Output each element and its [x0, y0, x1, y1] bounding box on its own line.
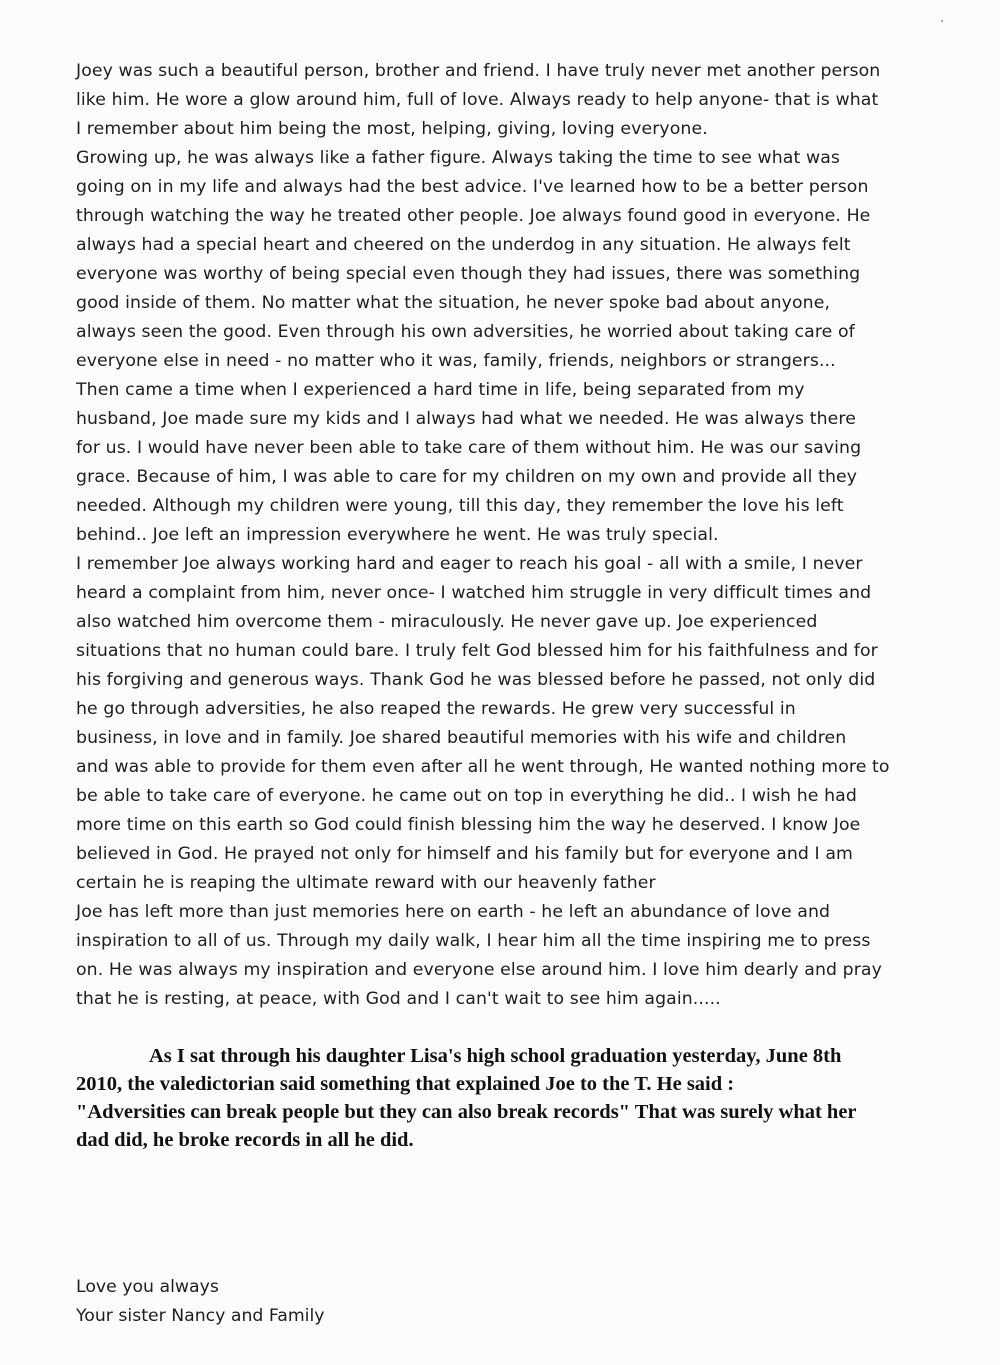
- body-line: and was able to provide for them even after all he went through, He wanted nothing more to: [76, 757, 890, 777]
- body-line: certain he is reaping the ultimate reward with our heavenly father: [76, 873, 656, 893]
- body-line: Joe has left more than just memories here on earth - he left an abundance of love and: [76, 902, 831, 922]
- body-line: husband, Joe made sure my kids and I always had what we needed. He was always there: [76, 409, 856, 429]
- body-line: heard a complaint from him, never once- I watched him struggle in very difficult times and: [76, 583, 872, 603]
- signature-line: Your sister Nancy and Family: [76, 1306, 325, 1326]
- body-line: Joey was such a beautiful person, brother and friend. I have truly never met another person: [76, 61, 881, 81]
- body-line: more time on this earth so God could finish blessing him the way he deserved. I know Joe: [76, 815, 861, 835]
- graduation-line: dad did, he broke records in all he did.: [76, 1129, 414, 1151]
- body-line: also watched him overcome them - miraculously. He never gave up. Joe experienced: [76, 612, 818, 632]
- body-line: his forgiving and generous ways. Thank God he was blessed before he passed, not only did: [76, 670, 876, 690]
- body-line: Growing up, he was always like a father figure. Always taking the time to see what was: [76, 148, 840, 168]
- body-line: everyone else in need - no matter who it was, family, friends, neighbors or strangers...: [76, 351, 836, 371]
- body-line: he go through adversities, he also reaped the rewards. He grew very successful in: [76, 699, 796, 719]
- body-line: like him. He wore a glow around him, full of love. Always ready to help anyone- that is what: [76, 90, 879, 110]
- body-line: needed. Although my children were young, till this day, they remember the love his left: [76, 496, 844, 516]
- body-line: that he is resting, at peace, with God and I can't wait to see him again.....: [76, 989, 721, 1009]
- letter-closing: [76, 1273, 325, 1331]
- body-line: good inside of them. No matter what the situation, he never spoke bad about anyone,: [76, 293, 831, 313]
- letter-body: [76, 57, 956, 1014]
- body-line: I remember about him being the most, helping, giving, loving everyone.: [76, 119, 708, 139]
- graduation-line: As I sat through his daughter Lisa's high school graduation yesterday, June 8th: [149, 1045, 842, 1067]
- closing-line: Love you always: [76, 1277, 219, 1297]
- body-line: behind.. Joe left an impression everywhere he went. He was truly special.: [76, 525, 719, 545]
- body-line: always seen the good. Even through his own adversities, he worried about taking care of: [76, 322, 855, 342]
- body-line: situations that no human could bare. I truly felt God blessed him for his faithfulness and for: [76, 641, 878, 661]
- body-line: always had a special heart and cheered on the underdog in any situation. He always felt: [76, 235, 851, 255]
- body-line: be able to take care of everyone. he came out on top in everything he did.. I wish he had: [76, 786, 857, 806]
- body-line: Then came a time when I experienced a hard time in life, being separated from my: [76, 380, 805, 400]
- graduation-paragraph: [76, 1042, 956, 1154]
- graduation-line: 2010, the valedictorian said something that explained Joe to the T. He said :: [76, 1073, 735, 1095]
- graduation-line: "Adversities can break people but they can also break records" That was surely what her: [76, 1101, 857, 1123]
- body-line: inspiration to all of us. Through my daily walk, I hear him all the time inspiring me to press: [76, 931, 871, 951]
- body-line: through watching the way he treated other people. Joe always found good in everyone. He: [76, 206, 871, 226]
- body-line: I remember Joe always working hard and eager to reach his goal - all with a smile, I never: [76, 554, 863, 574]
- body-line: grace. Because of him, I was able to care for my children on my own and provide all they: [76, 467, 858, 487]
- scan-speck: [941, 20, 943, 22]
- body-line: on. He was always my inspiration and everyone else around him. I love him dearly and pray: [76, 960, 882, 980]
- body-line: everyone was worthy of being special even though they had issues, there was something: [76, 264, 861, 284]
- body-line: going on in my life and always had the best advice. I've learned how to be a better person: [76, 177, 869, 197]
- body-line: believed in God. He prayed not only for himself and his family but for everyone and I am: [76, 844, 853, 864]
- body-line: for us. I would have never been able to take care of them without him. He was our saving: [76, 438, 862, 458]
- body-line: business, in love and in family. Joe shared beautiful memories with his wife and children: [76, 728, 847, 748]
